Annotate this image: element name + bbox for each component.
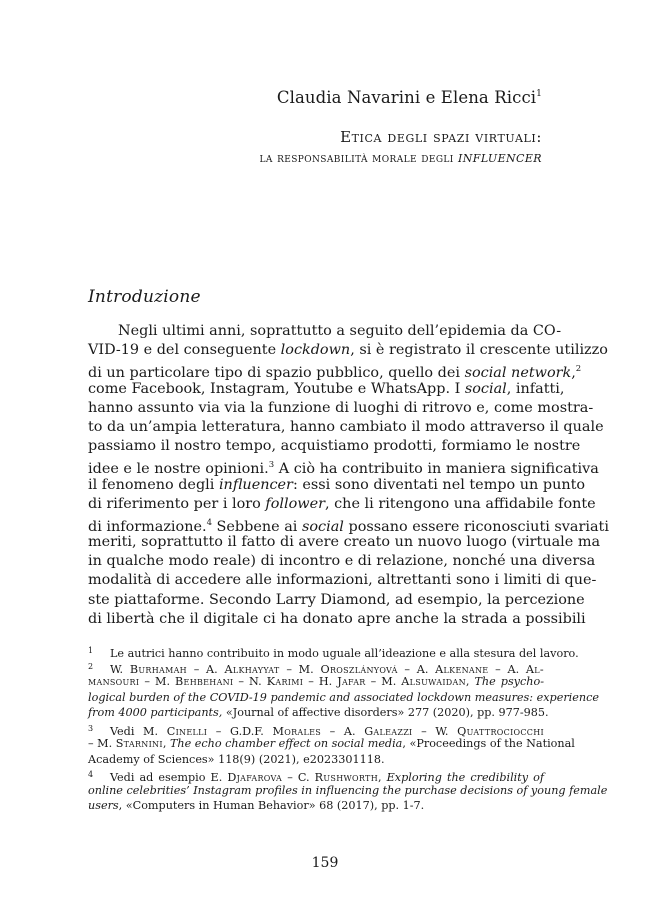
small-caps-name: Rushworth: [314, 771, 378, 784]
text-run: Le autrici hanno contribuito in modo uguale all’ideazione e alla stesura del lavoro.: [110, 647, 579, 660]
text-run: – A.: [186, 662, 225, 676]
italic-text: users: [88, 799, 119, 812]
text-run: Negli ultimi anni, soprattutto a seguito dell’epidemia da CO-: [118, 323, 562, 339]
italic-text: Exploring the credibility of: [386, 771, 544, 784]
body-line: [88, 610, 586, 629]
text-run: , infatti,: [506, 380, 565, 397]
body-line: [88, 495, 596, 514]
small-caps-name: Morales: [272, 724, 322, 738]
text-run: in qualche modo reale) di incontro e di relazione, nonché una diversa: [88, 553, 596, 570]
text-run: ,: [571, 365, 576, 382]
small-caps-name: Alkenane: [435, 662, 489, 676]
text-run: come Facebook, Instagram, Youtube e WhatsApp. I: [88, 380, 465, 397]
body-line: [88, 514, 609, 535]
small-caps-name: Djafarova: [227, 771, 283, 784]
italic-text: social: [464, 380, 507, 397]
text-run: di libertà che il digitale ci ha donato apre anche la strada a possibili: [88, 610, 586, 627]
italic-text: logical burden of the COVID-19 pandemic and associated lockdown measures: experience: [88, 690, 599, 704]
text-run: VID-19 e del conseguente: [88, 342, 281, 359]
text-run: – W.: [412, 724, 458, 738]
body-line: [88, 456, 599, 478]
small-caps-name: Al-: [525, 662, 544, 676]
section-heading: Introduzione: [88, 287, 201, 307]
footnotes: [88, 643, 608, 814]
small-caps-name: Alsuwaidan: [401, 675, 466, 688]
text-run: , «Computers in Human Behavior» 68 (2017), pp. 1-7.: [118, 799, 425, 812]
text-run: di un particolare tipo di spazio pubblico, quello dei: [88, 365, 465, 382]
italic-text: lockdown: [280, 342, 351, 359]
small-caps-name: Cinelli: [166, 724, 208, 738]
text-run: il fenomeno degli: [88, 476, 219, 493]
text-run: Sebbene ai: [211, 518, 302, 535]
chapter-title-line-1: Etica degli spazi virtuali:: [340, 128, 542, 146]
footnote-line: [88, 752, 544, 768]
text-run: idee e le nostre opinioni.: [88, 461, 269, 478]
footnote-number: 1: [88, 646, 94, 655]
body-line: [88, 418, 604, 437]
footnote-line: [88, 783, 608, 799]
small-caps-name: Alkhayyat: [224, 662, 280, 676]
body-line: [88, 552, 596, 571]
text-run: , si è registrato il crescente utilizzo: [350, 342, 608, 359]
small-caps-name: Jafar: [337, 675, 366, 688]
body-text: [88, 322, 609, 629]
footnote-number: 3: [88, 723, 94, 733]
text-run: modalità di accedere alle informazioni, altrettanti sono i limiti di que-: [88, 572, 597, 589]
footnote-number: 2: [88, 661, 94, 671]
small-caps-name: Karimi: [266, 675, 304, 688]
text-run: hanno assunto via via la funzione di luoghi di ritrovo e, come mostra-: [88, 399, 594, 416]
text-run: Vedi ad esempio E.: [110, 771, 228, 784]
footnote-number: 4: [88, 770, 94, 779]
text-run: – A.: [397, 662, 436, 676]
footnote-marker: 3: [268, 460, 275, 471]
text-run: Vedi M.: [110, 724, 167, 738]
italic-text: online celebrities’ Instagram profiles in influencing the purchase decisions of young female: [88, 783, 608, 797]
page-number: 159: [311, 855, 339, 871]
italic-text: follower: [265, 495, 325, 512]
chapter-title-italic-word: INFLUENCER: [458, 152, 542, 165]
italic-text: social: [302, 518, 344, 535]
text-run: – M.: [279, 662, 321, 676]
text-run: – A.: [488, 662, 526, 676]
text-run: – C.: [282, 771, 315, 784]
text-run: A ciò ha contribuito in maniera significativa: [274, 461, 599, 478]
small-caps-name: mansouri: [88, 675, 140, 688]
italic-text: The psycho-: [474, 675, 544, 688]
body-line: [88, 571, 597, 590]
footnote-line: [88, 721, 544, 737]
authors-footnote-marker: 1: [536, 89, 542, 99]
text-run: , «Proceedings of the National: [402, 737, 575, 750]
text-run: di riferimento per i loro: [88, 495, 266, 512]
body-line: [88, 591, 585, 610]
body-line: [88, 380, 565, 399]
footnote-line: [88, 736, 575, 752]
small-caps-name: Behbehani: [175, 675, 234, 688]
text-run: passiamo il nostro tempo, acquistiamo prodotti, formiamo le nostre: [88, 438, 581, 455]
chapter-title-line-2: [260, 151, 542, 165]
footnote-line: [88, 674, 544, 690]
body-line: [88, 533, 601, 552]
small-caps-name: Starnini: [115, 737, 163, 750]
chapter-title-line-2-text: la responsabilità morale degli: [259, 151, 459, 165]
footnote-line: [88, 705, 549, 721]
footnote-line: [88, 643, 579, 660]
text-run: : essi sono diventati nel tempo un punto: [292, 476, 586, 493]
body-line: [88, 399, 594, 418]
small-caps-name: Oroszlányová: [320, 662, 398, 676]
body-line: [88, 476, 586, 495]
text-run: – H.: [303, 675, 338, 688]
text-run: – M.: [365, 675, 402, 688]
body-line: [88, 437, 581, 456]
footnote-marker: 2: [575, 364, 582, 375]
text-run: W.: [110, 662, 130, 676]
text-run: di informazione.: [88, 518, 207, 535]
text-run: «Journal of affective disorders» 277 (2020), pp. 977-985.: [222, 706, 549, 719]
text-run: – A.: [321, 724, 365, 738]
italic-text: influencer: [218, 476, 293, 493]
text-run: ,: [465, 675, 475, 688]
text-run: – G.D.F.: [207, 724, 273, 738]
footnote-line: [88, 659, 544, 675]
footnote-marker: 4: [206, 517, 212, 528]
text-run: – M.: [139, 675, 176, 688]
text-run: to da un’ampia letteratura, hanno cambiato il modo attraverso il quale: [88, 418, 604, 435]
italic-text: social network: [464, 365, 572, 382]
text-run: – M.: [88, 737, 116, 750]
body-line: [88, 322, 562, 341]
authors-text: Claudia Navarini e Elena Ricci: [276, 88, 537, 107]
text-run: ,: [162, 737, 170, 750]
author-line: [277, 88, 542, 107]
text-run: meriti, soprattutto il fatto di avere creato un nuovo luogo (virtuale ma: [88, 534, 601, 551]
text-run: – N.: [233, 675, 267, 688]
footnote-line: [88, 690, 599, 706]
footnote-line: [88, 767, 544, 783]
body-line: [88, 360, 582, 382]
italic-text: The echo chamber effect on social media: [169, 737, 403, 750]
small-caps-name: Burhamah: [129, 662, 187, 676]
footnote-line: [88, 798, 544, 814]
text-run: ,: [377, 771, 387, 784]
text-run: possano essere riconosciuti svariati: [343, 518, 609, 535]
body-line: [88, 341, 608, 360]
small-caps-name: Quattrociocchi: [457, 724, 544, 738]
text-run: Academy of Sciences» 118(9) (2021), e2023301118.: [88, 752, 385, 766]
text-run: ste piattaforme. Secondo Larry Diamond, ad esempio, la percezione: [88, 591, 585, 608]
text-run: , che li ritengono una affidabile fonte: [324, 495, 596, 512]
small-caps-name: Galeazzi: [364, 724, 413, 738]
italic-text: from 4000 participants,: [88, 706, 223, 719]
